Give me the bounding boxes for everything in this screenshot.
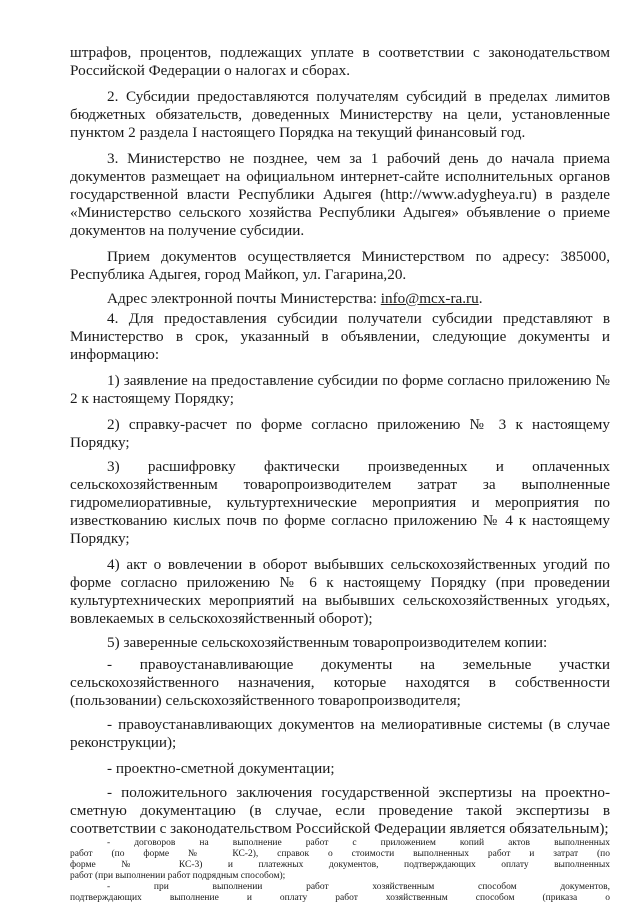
text-line: соответствии с законодательством Российской Федерации является обязательным);	[70, 820, 609, 837]
email-link[interactable]: info@mcx-ra.ru	[380, 290, 479, 307]
text-line: 5) заверенные сельскохозяйственным товаропроизводителем копии:	[107, 634, 548, 651]
text-line: 2) справку-расчет по форме согласно приложению № 3 к настоящему	[107, 416, 610, 433]
text-line: подтверждающих выполнение и оплату работ хозяйственным способом (приказа о	[70, 893, 610, 903]
text-line: - при выполнении работ хозяйственным способом документов,	[107, 882, 610, 892]
text-line: реконструкции);	[70, 734, 177, 751]
text-line: 3. Министерство не позднее, чем за 1 рабочий день до начала приема	[107, 150, 610, 167]
text-line: Министерство в срок, указанный в объявлении, следующие документы и	[70, 328, 610, 345]
text-line: сметную документацию (в случае, если проведение такой экспертизы в	[70, 802, 610, 819]
text-line: (пользовании) сельскохозяйственного товаропроизводителя;	[70, 692, 461, 709]
text-line: сельскохозяйственным товаропроизводителем затрат за выполненные	[70, 476, 610, 493]
text-line: гидромелиоративные, культуртехнические мероприятия и мероприятия по	[70, 494, 610, 511]
text-line: - проектно-сметной документации;	[107, 760, 335, 777]
text-line: документов на получение субсидии.	[70, 222, 305, 239]
text-line: Порядку;	[70, 530, 130, 547]
text-line: Порядку;	[70, 434, 130, 451]
text-line: работ (при выполнении работ подрядным способом);	[70, 871, 286, 881]
text-line: 2. Субсидии предоставляются получателям субсидий в пределах лимитов	[107, 88, 610, 105]
email-label: Адрес электронной почты Министерства:	[107, 290, 381, 307]
text-line: Прием документов осуществляется Министерством по адресу: 385000,	[107, 248, 610, 265]
text-line: форме согласно приложению № 6 к настоящему Порядку (при проведении	[70, 574, 610, 591]
text-line: государственной власти Республики Адыгея (http://www.adygheya.ru) в разделе	[70, 186, 610, 203]
text-line: - договоров на выполнение работ с приложением копий актов выполненных	[107, 838, 610, 848]
text-line: работ (по форме № КС-2), справок о стоимости выполненных работ и затрат (по	[70, 849, 610, 859]
text-line: Российской Федерации о налогах и сборах.	[70, 62, 350, 79]
text-line: документов размещает на официальном интернет-сайте исполнительных органов	[70, 168, 610, 185]
text-line: информацию:	[70, 346, 160, 363]
text-line: вовлекаемых в сельскохозяйственный оборот);	[70, 610, 373, 627]
text-line: - положительного заключения государственной экспертизы на проектно-	[107, 784, 610, 801]
email-line	[107, 290, 610, 308]
text-line: Республика Адыгея, город Майкоп, ул. Гагарина,20.	[70, 266, 407, 283]
text-line: «Министерство сельского хозяйства Республики Адыгея» объявление о приеме	[70, 204, 610, 221]
text-line: 1) заявление на предоставление субсидии по форме согласно приложению №	[107, 372, 610, 389]
text-line: форме № КС-3) и платежных документов, подтверждающих оплату выполненных	[70, 860, 610, 870]
text-line: 2 к настоящему Порядку;	[70, 390, 234, 407]
text-line: - правоустанавливающие документы на земельные участки	[107, 656, 610, 673]
text-line: сельскохозяйственного назначения, которые находятся в собственности	[70, 674, 610, 691]
email-period: .	[478, 290, 483, 307]
text-line: штрафов, процентов, подлежащих уплате в соответствии с законодательством	[70, 44, 610, 61]
text-line: известкованию кислых почв по форме согласно приложению № 4 к настоящему	[70, 512, 610, 529]
text-line: 3) расшифровку фактически произведенных и оплаченных	[107, 458, 610, 475]
text-line: 4. Для предоставления субсидии получатели субсидии представляют в	[107, 310, 610, 327]
text-line: культуртехнических мероприятий на выбывших сельскохозяйственных угодьях,	[70, 592, 610, 609]
text-line: 4) акт о вовлечении в оборот выбывших сельскохозяйственных угодий по	[107, 556, 610, 573]
text-line: - правоустанавливающих документов на мелиоративные системы (в случае	[107, 716, 610, 733]
text-line: пунктом 2 раздела I настоящего Порядка на текущий финансовый год.	[70, 124, 526, 141]
text-line: бюджетных обязательств, доведенных Министерству на цели, установленные	[70, 106, 610, 123]
